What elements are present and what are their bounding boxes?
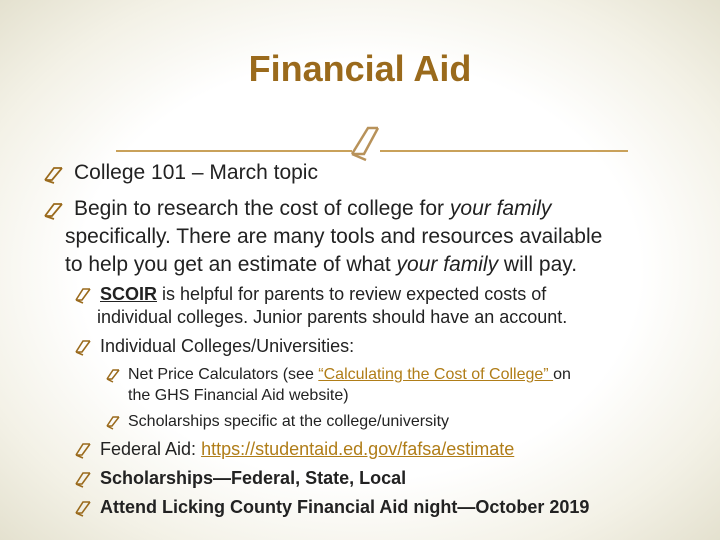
- bullet-text-continued: specifically. There are many tools and resources available: [65, 225, 603, 248]
- bullet-arrow-icon: [44, 164, 68, 184]
- bullet-arrow-icon: [75, 338, 95, 356]
- bullet-text-continued: [65, 252, 577, 277]
- text-run: Net Price Calculators (see: [128, 366, 319, 383]
- bullet-arrow-icon: [106, 414, 124, 430]
- bullet-arrow-icon: [106, 367, 124, 383]
- bullet-arrow-icon: [75, 286, 95, 304]
- bullet-text: Scholarships specific at the college/university: [128, 413, 450, 430]
- bullet-text: Scholarships—Federal, State, Local: [100, 468, 407, 488]
- cost-of-college-link[interactable]: “Calculating the Cost of College”: [318, 366, 554, 383]
- title-divider-right: [380, 150, 628, 152]
- text-run: Federal Aid:: [100, 439, 202, 459]
- emphasis-text: your family: [449, 197, 552, 220]
- emphasis-text: your family: [396, 253, 499, 276]
- bullet-text-continued: individual colleges. Junior parents should have an account.: [97, 307, 568, 327]
- bullet-arrow-icon: [75, 441, 95, 459]
- title-divider-left: [116, 150, 352, 152]
- text-run: on: [553, 366, 571, 383]
- bullet-arrow-icon: [75, 470, 95, 488]
- bullet-text: Attend Licking County Financial Aid night—October 2019: [100, 497, 590, 517]
- text-run: Begin to research the cost of college for: [74, 197, 450, 220]
- bullet-arrow-icon: [44, 200, 68, 220]
- bullet-text: [128, 364, 571, 385]
- page-title: Financial Aid: [248, 48, 472, 89]
- text-run: will pay.: [498, 253, 578, 276]
- text-run: to help you get an estimate of what: [65, 253, 397, 276]
- bullet-text: [100, 438, 514, 461]
- scoir-label: SCOIR: [100, 284, 158, 304]
- bullet-text: Individual Colleges/Universities:: [100, 336, 355, 356]
- fafsa-estimate-link[interactable]: https://studentaid.ed.gov/fafsa/estimate: [201, 439, 515, 459]
- bullet-text: [74, 196, 551, 221]
- text-run: is helpful for parents to review expected costs of: [157, 284, 547, 304]
- bullet-text: College 101 – March topic: [74, 161, 318, 184]
- bullet-arrow-icon: [75, 499, 95, 517]
- bullet-text: [100, 283, 546, 306]
- bullet-arrow-icon: [350, 124, 380, 162]
- bullet-text-continued: the GHS Financial Aid website): [128, 387, 349, 404]
